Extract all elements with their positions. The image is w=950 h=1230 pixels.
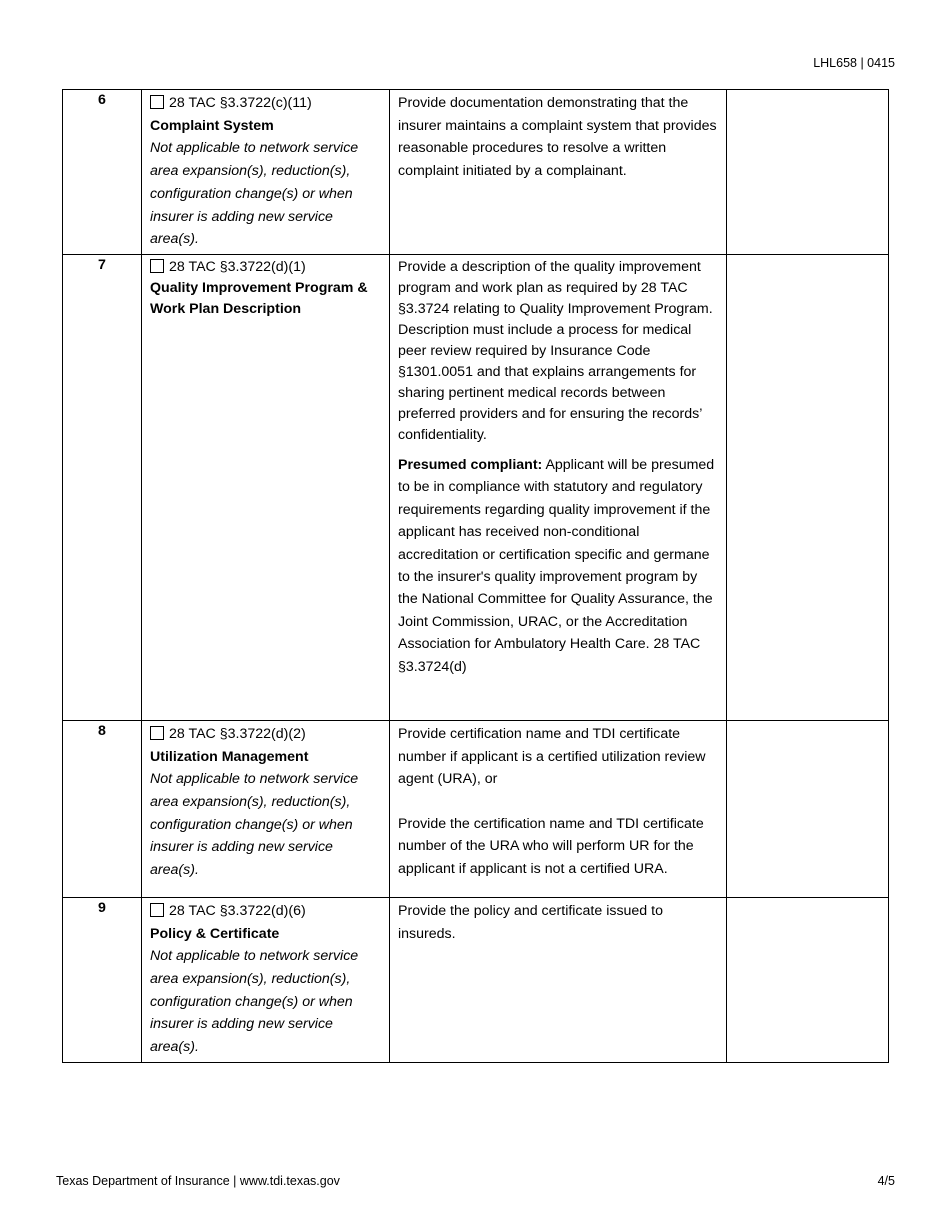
table-row <box>63 90 889 255</box>
response-cell[interactable] <box>727 720 889 897</box>
requirement-cell <box>142 254 390 720</box>
row-number: 8 <box>63 720 142 897</box>
requirement-title: Utilization Management <box>150 748 309 765</box>
presumed-compliant-label: Presumed compliant: <box>398 456 543 473</box>
requirement-note: Not applicable to network service area expansion(s), reduction(s), configuration change(s) or when insurer is adding new service area(s). <box>150 140 359 248</box>
checkbox[interactable] <box>150 726 164 740</box>
rule-citation: 28 TAC §3.3722(d)(6) <box>169 902 306 919</box>
description-text-alt: Provide the certification name and TDI certificate number of the URA who will perform UR for the applicant if applicant is not a certified URA. <box>398 815 704 877</box>
description-cell: Provide documentation demonstrating that the insurer maintains a complaint system that provides reasonable procedures to resolve a written complaint initiated by a complainant. <box>390 90 727 255</box>
response-cell[interactable] <box>727 254 889 720</box>
row-number: 7 <box>63 254 142 720</box>
table-row <box>63 254 889 720</box>
description-cell <box>390 254 727 720</box>
description-cell <box>390 720 727 897</box>
rule-citation: 28 TAC §3.3722(d)(2) <box>169 725 306 742</box>
presumed-compliant-body: Applicant will be presumed to be in compliance with statutory and regulatory requirements regarding quality improvement if the applicant has received non-conditional accreditation or certification specific and germane to the insurer's quality improvement program by the National Committee for Quality Assurance, the Joint Commission, URAC, or the Accreditation Association for Ambulatory Health Care. 28 TAC §3.3724(d) <box>398 456 715 675</box>
response-cell[interactable] <box>727 90 889 255</box>
row-number: 6 <box>63 90 142 255</box>
presumed-compliant-text <box>398 454 718 678</box>
requirement-cell <box>142 720 390 897</box>
checkbox[interactable] <box>150 259 164 273</box>
row-number: 9 <box>63 897 142 1062</box>
description-text: Provide certification name and TDI certificate number if applicant is a certified utilization review agent (URA), or <box>398 725 706 788</box>
requirement-title: Policy & Certificate <box>150 925 280 942</box>
requirement-cell <box>142 90 390 255</box>
rule-citation: 28 TAC §3.3722(d)(1) <box>169 258 306 275</box>
table-row <box>63 720 889 897</box>
footer-organization: Texas Department of Insurance | www.tdi.texas.gov <box>56 1174 340 1188</box>
description-text: Provide a description of the quality improvement program and work plan as required by 28 TAC §3.3724 relating to Quality Improvement Program. Description must include a process for medical peer review required by Insurance Code §1301.0051 and that explains arrangements for sharing pertinent medical records between preferred providers and for ensuring the records’ confidentiality. <box>398 258 713 443</box>
table-row <box>63 897 889 1062</box>
description-cell: Provide the policy and certificate issued to insureds. <box>390 897 727 1062</box>
requirement-cell <box>142 897 390 1062</box>
response-cell[interactable] <box>727 897 889 1062</box>
requirement-note: Not applicable to network service area expansion(s), reduction(s), configuration change(s) or when insurer is adding new service area(s). <box>150 771 359 879</box>
requirement-title: Complaint System <box>150 117 274 134</box>
requirements-table <box>62 89 889 1063</box>
form-code: LHL658 | 0415 <box>813 56 895 70</box>
requirement-title: Quality Improvement Program & Work Plan Description <box>150 279 368 317</box>
rule-citation: 28 TAC §3.3722(c)(11) <box>169 95 312 111</box>
checkbox[interactable] <box>150 95 164 109</box>
requirement-note: Not applicable to network service area expansion(s), reduction(s), configuration change(s) or when insurer is adding new service area(s). <box>150 948 359 1056</box>
page-number: 4/5 <box>877 1174 895 1188</box>
checkbox[interactable] <box>150 903 164 917</box>
